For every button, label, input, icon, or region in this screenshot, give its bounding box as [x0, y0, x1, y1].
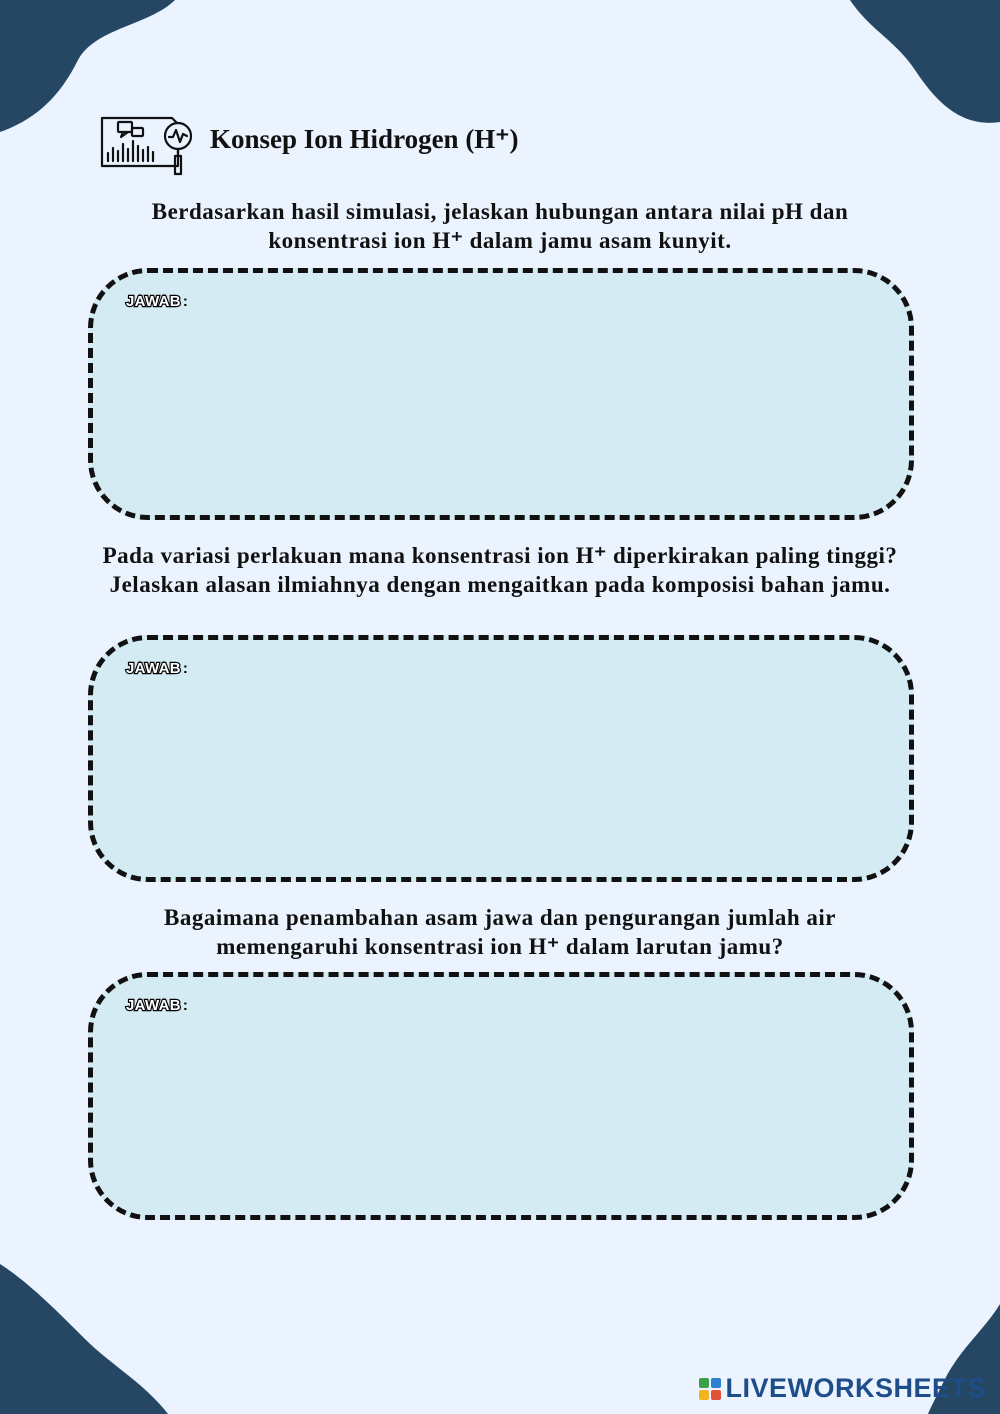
brand-name: LIVEWORKSHEETS — [725, 1373, 986, 1403]
answer-label-1: JAWAB : — [126, 293, 189, 310]
analytics-report-icon — [98, 106, 198, 178]
answer-label-3: JAWAB : — [126, 997, 189, 1014]
question-2: Pada variasi perlakuan mana konsentrasi ion H⁺ diperkirakan paling tinggi? Jelaskan alasan ilmiahnya dengan mengaitkan pada komposisi bahan jamu. — [102, 543, 898, 597]
question-3: Bagaimana penambahan asam jawa dan pengurangan jumlah air memengaruhi konsentrasi ion H⁺ dalam larutan jamu? — [164, 905, 836, 959]
page-title: Konsep Ion Hidrogen (H⁺) — [210, 123, 519, 154]
question-1: Berdasarkan hasil simulasi, jelaskan hubungan antara nilai pH dan konsentrasi ion H⁺ dalam jamu asam kunyit. — [151, 199, 849, 253]
section-header — [98, 106, 519, 178]
answer-box-2[interactable] — [88, 635, 914, 882]
corner-blob-bottom-left — [0, 1254, 180, 1414]
answer-box-1[interactable] — [88, 268, 914, 520]
answer-box-3[interactable] — [88, 972, 914, 1220]
corner-blob-top-right — [840, 0, 1000, 130]
answer-label-2: JAWAB : — [126, 660, 189, 677]
liveworksheets-logo-icon — [699, 1378, 721, 1400]
liveworksheets-brand — [699, 1373, 986, 1404]
